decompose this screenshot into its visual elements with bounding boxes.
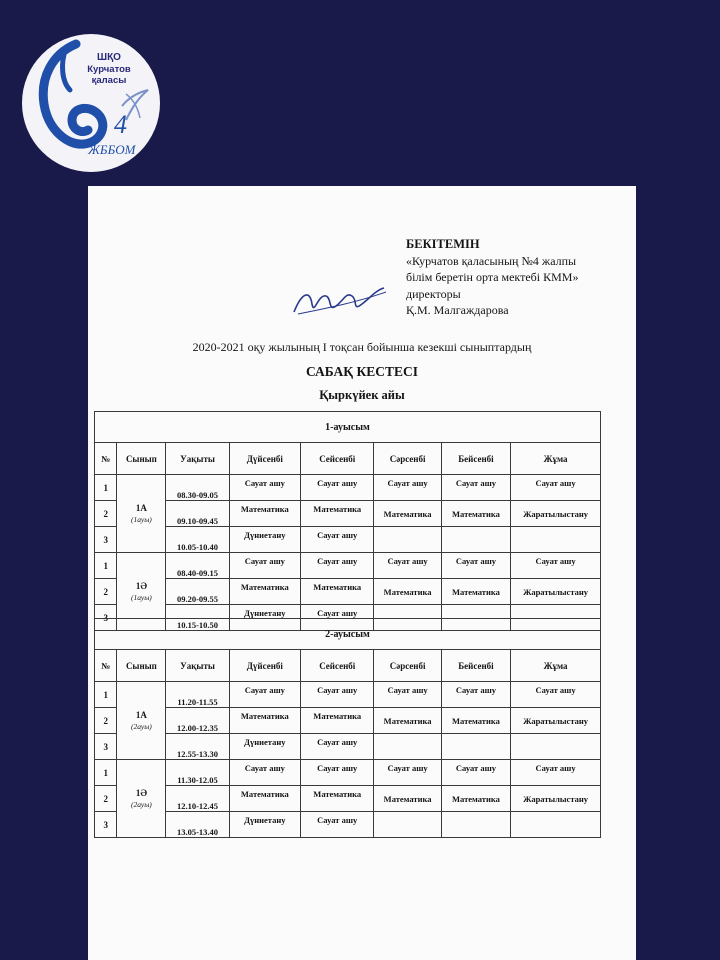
- lesson-thursday: Сауат ашу: [441, 475, 510, 501]
- lesson-monday: Сауат ашу: [229, 475, 300, 501]
- table-row: [95, 682, 601, 708]
- table-row: [95, 501, 601, 527]
- lesson-wednesday: Сауат ашу: [374, 760, 441, 786]
- class-name: 1Ә: [135, 787, 147, 798]
- lesson-number: 2: [95, 579, 117, 605]
- class-cell: [117, 682, 166, 760]
- lesson-monday: Математика: [229, 501, 300, 527]
- lesson-time: 10.05-10.40: [166, 527, 229, 553]
- column-header-monday: Дүйсенбі: [229, 443, 300, 475]
- lesson-friday: Жаратылыстану: [511, 708, 601, 734]
- lesson-thursday: [441, 527, 510, 553]
- lesson-time: 10.15-10.50: [166, 605, 229, 631]
- lesson-monday: Дүниетану: [229, 812, 300, 838]
- table-row: [95, 553, 601, 579]
- lesson-time: 12.55-13.30: [166, 734, 229, 760]
- lesson-thursday: Сауат ашу: [441, 682, 510, 708]
- lesson-time: 11.30-12.05: [166, 760, 229, 786]
- lesson-friday: [511, 812, 601, 838]
- lesson-number: 1: [95, 682, 117, 708]
- column-header-time: Уақыты: [166, 443, 229, 475]
- lesson-number: 1: [95, 760, 117, 786]
- lesson-time: 11.20-11.55: [166, 682, 229, 708]
- lesson-friday: Жаратылыстану: [511, 501, 601, 527]
- lesson-wednesday: [374, 812, 441, 838]
- table-row: [95, 527, 601, 553]
- school-logo: [22, 34, 160, 172]
- lesson-tuesday: Сауат ашу: [301, 605, 374, 631]
- table-row: [95, 734, 601, 760]
- lesson-number: 3: [95, 812, 117, 838]
- column-header-wednesday: Сәрсенбі: [374, 650, 441, 682]
- class-name: 1А: [135, 709, 147, 720]
- table-row: [95, 579, 601, 605]
- lesson-tuesday: Сауат ашу: [301, 553, 374, 579]
- lesson-monday: Математика: [229, 708, 300, 734]
- lesson-thursday: [441, 734, 510, 760]
- lesson-thursday: Сауат ашу: [441, 553, 510, 579]
- column-header-friday: Жұма: [511, 650, 601, 682]
- lesson-wednesday: [374, 734, 441, 760]
- approval-line-1: «Курчатов қаласының №4 жалпы: [406, 253, 577, 268]
- class-cell: [117, 760, 166, 838]
- schedule-table-shift-2: [94, 618, 601, 838]
- lesson-tuesday: Математика: [301, 501, 374, 527]
- lesson-number: 2: [95, 708, 117, 734]
- document-title: САБАҚ КЕСТЕСІ: [305, 364, 419, 379]
- column-header-time: Уақыты: [166, 650, 229, 682]
- table-row: [95, 475, 601, 501]
- lesson-friday: Жаратылыстану: [511, 786, 601, 812]
- column-header-thursday: Бейсенбі: [441, 650, 510, 682]
- shift-label: 1-ауысым: [95, 412, 601, 443]
- lesson-number: 3: [95, 605, 117, 631]
- lesson-monday: Сауат ашу: [229, 760, 300, 786]
- lesson-tuesday: Сауат ашу: [301, 527, 374, 553]
- lesson-wednesday: Сауат ашу: [374, 475, 441, 501]
- lesson-tuesday: Сауат ашу: [301, 812, 374, 838]
- lesson-time: 09.20-09.55: [166, 579, 229, 605]
- lesson-wednesday: Сауат ашу: [374, 682, 441, 708]
- lesson-tuesday: Математика: [301, 579, 374, 605]
- lesson-time: 12.00-12.35: [166, 708, 229, 734]
- approval-line-3: директоры: [406, 286, 461, 301]
- class-name: 1А: [135, 502, 147, 513]
- class-shift-tag: (1ауы): [131, 514, 152, 524]
- column-header-thursday: Бейсенбі: [441, 443, 510, 475]
- lesson-tuesday: Сауат ашу: [301, 760, 374, 786]
- lesson-thursday: Математика: [441, 579, 510, 605]
- column-header-monday: Дүйсенбі: [229, 650, 300, 682]
- logo-abbreviation: ЖББОМ: [88, 142, 136, 157]
- class-shift-tag: (2ауы): [131, 721, 152, 731]
- table-row: [95, 708, 601, 734]
- lesson-number: 3: [95, 527, 117, 553]
- schedule-table-shift-1: [94, 411, 601, 631]
- lesson-tuesday: Математика: [301, 786, 374, 812]
- lesson-thursday: Математика: [441, 708, 510, 734]
- signature-icon: [288, 282, 388, 322]
- column-header-wednesday: Сәрсенбі: [374, 443, 441, 475]
- lesson-monday: Математика: [229, 786, 300, 812]
- document-page: [88, 186, 636, 960]
- lesson-monday: Дүниетану: [229, 605, 300, 631]
- lesson-time: 13.05-13.40: [166, 812, 229, 838]
- approval-signer: Қ.М. Малгаждарова: [406, 303, 509, 317]
- class-shift-tag: (1ауы): [131, 592, 152, 602]
- lesson-time: 12.10-12.45: [166, 786, 229, 812]
- lesson-wednesday: Математика: [374, 786, 441, 812]
- lesson-thursday: Сауат ашу: [441, 760, 510, 786]
- lesson-number: 1: [95, 553, 117, 579]
- lesson-number: 2: [95, 501, 117, 527]
- lesson-friday: Сауат ашу: [511, 475, 601, 501]
- column-header-class: Сынып: [117, 650, 166, 682]
- lesson-time: 08.30-09.05: [166, 475, 229, 501]
- column-header-tuesday: Сейсенбі: [301, 443, 374, 475]
- logo-city-suffix-text: қаласы: [91, 75, 127, 86]
- approval-heading: БЕКІТЕМІН: [406, 237, 480, 251]
- lesson-thursday: Математика: [441, 786, 510, 812]
- column-header-num: №: [95, 650, 117, 682]
- lesson-monday: Сауат ашу: [229, 682, 300, 708]
- column-header-class: Сынып: [117, 443, 166, 475]
- lesson-friday: Сауат ашу: [511, 682, 601, 708]
- lesson-friday: Сауат ашу: [511, 760, 601, 786]
- lesson-wednesday: Сауат ашу: [374, 553, 441, 579]
- column-header-tuesday: Сейсенбі: [301, 650, 374, 682]
- lesson-wednesday: Математика: [374, 579, 441, 605]
- lesson-tuesday: Сауат ашу: [301, 682, 374, 708]
- lesson-monday: Дүниетану: [229, 734, 300, 760]
- lesson-number: 1: [95, 475, 117, 501]
- table-row: [95, 786, 601, 812]
- class-cell: [117, 475, 166, 553]
- lesson-number: 2: [95, 786, 117, 812]
- lesson-wednesday: [374, 527, 441, 553]
- lesson-monday: Математика: [229, 579, 300, 605]
- column-header-num: №: [95, 443, 117, 475]
- lesson-monday: Сауат ашу: [229, 553, 300, 579]
- shift-label: 2-ауысым: [95, 619, 601, 650]
- logo-number: 4: [114, 110, 127, 139]
- lesson-number: 3: [95, 734, 117, 760]
- class-shift-tag: (2ауы): [131, 799, 152, 809]
- logo-city-text: Курчатов: [87, 64, 131, 75]
- table-row: [95, 812, 601, 838]
- lesson-tuesday: Сауат ашу: [301, 475, 374, 501]
- approval-line-2: білім беретін орта мектебі КММ»: [406, 270, 579, 284]
- document-month: Қыркүйек айы: [319, 388, 405, 402]
- lesson-time: 08.40-09.15: [166, 553, 229, 579]
- lesson-wednesday: Математика: [374, 708, 441, 734]
- lesson-tuesday: Математика: [301, 708, 374, 734]
- lesson-wednesday: Математика: [374, 501, 441, 527]
- column-header-friday: Жұма: [511, 443, 601, 475]
- lesson-friday: [511, 734, 601, 760]
- lesson-monday: Дүниетану: [229, 527, 300, 553]
- approval-block: [406, 236, 636, 319]
- class-name: 1Ә: [135, 580, 147, 591]
- logo-region-text: ШҚО: [97, 52, 121, 63]
- lesson-friday: Сауат ашу: [511, 553, 601, 579]
- lesson-friday: Жаратылыстану: [511, 579, 601, 605]
- lesson-thursday: [441, 812, 510, 838]
- lesson-friday: [511, 527, 601, 553]
- table-row: [95, 760, 601, 786]
- lesson-thursday: Математика: [441, 501, 510, 527]
- lesson-tuesday: Сауат ашу: [301, 734, 374, 760]
- lesson-time: 09.10-09.45: [166, 501, 229, 527]
- document-subtitle: 2020-2021 оқу жылының І тоқсан бойынша кезекші сыныптардың: [192, 340, 532, 354]
